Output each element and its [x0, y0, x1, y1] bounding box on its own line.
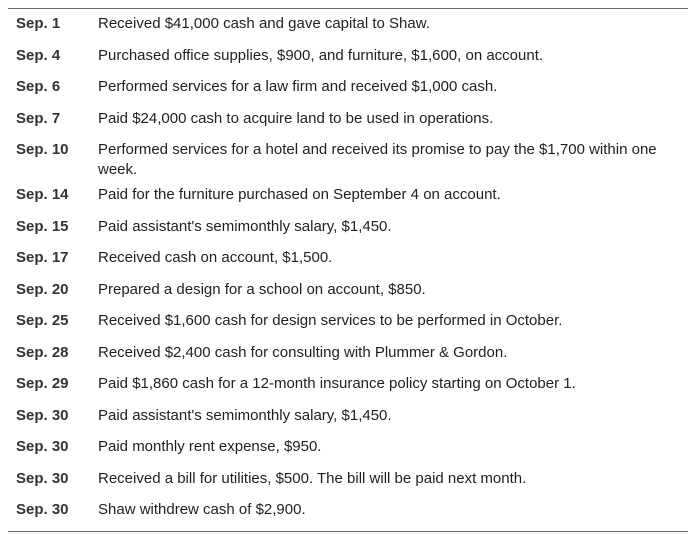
transaction-row [8, 374, 688, 394]
transaction-row [8, 185, 688, 205]
transaction-date: Sep. 1 [16, 15, 61, 32]
transaction-date: Sep. 30 [16, 469, 69, 487]
transaction-row [8, 406, 688, 426]
transaction-description: Prepared a design for a school on account, $850. [98, 280, 426, 298]
transaction-row [8, 77, 688, 97]
transaction-date: Sep. 30 [16, 438, 69, 455]
transaction-description: Received $41,000 cash and gave capital to Shaw. [98, 15, 430, 32]
transaction-row [8, 46, 688, 66]
transaction-description: Paid $24,000 cash to acquire land to be used in operations. [98, 109, 494, 127]
transaction-date: Sep. 20 [16, 280, 69, 298]
transaction-description: Paid assistant's semimonthly salary, $1,450. [98, 406, 392, 424]
transaction-description: Received $2,400 cash for consulting with Plummer & Gordon. [98, 343, 508, 361]
transaction-row [8, 109, 688, 129]
transaction-description: Shaw withdrew cash of $2,900. [98, 501, 306, 518]
transaction-date: Sep. 6 [16, 78, 61, 95]
transaction-date: Sep. 4 [16, 46, 61, 64]
transaction-description: Paid assistant's semimonthly salary, $1,450. [98, 217, 392, 235]
transaction-description: Received cash on account, $1,500. [98, 249, 333, 266]
transaction-row [8, 280, 688, 300]
transaction-description: Paid for the furniture purchased on September 4 on account. [98, 186, 501, 203]
transaction-description: Received a bill for utilities, $500. The bill will be paid next month. [98, 469, 527, 487]
transaction-date: Sep. 14 [16, 186, 69, 203]
transaction-row [8, 217, 688, 237]
transactions-list [8, 14, 688, 532]
transaction-date: Sep. 29 [16, 375, 69, 392]
transaction-date: Sep. 17 [16, 249, 69, 266]
transaction-date: Sep. 28 [16, 343, 69, 361]
transaction-date: Sep. 10 [16, 141, 69, 158]
transaction-row [8, 343, 688, 363]
transaction-date: Sep. 30 [16, 501, 69, 518]
transaction-row [8, 311, 688, 331]
transaction-description: Paid monthly rent expense, $950. [98, 438, 322, 455]
transaction-date: Sep. 30 [16, 406, 69, 424]
transaction-description: Paid $1,860 cash for a 12-month insurance policy starting on October 1. [98, 375, 576, 392]
transaction-row [8, 14, 688, 34]
transaction-row [8, 437, 688, 457]
transaction-date: Sep. 25 [16, 312, 69, 329]
transaction-description: Performed services for a law firm and received $1,000 cash. [98, 78, 498, 95]
transaction-description: Performed services for a hotel and received its promise to pay the $1,700 within one week. [98, 141, 657, 178]
transaction-row [8, 140, 688, 180]
transaction-row [8, 469, 688, 489]
transaction-row [8, 248, 688, 268]
transaction-description: Received $1,600 cash for design services to be performed in October. [98, 312, 563, 329]
transaction-date: Sep. 7 [16, 109, 61, 127]
transaction-date: Sep. 15 [16, 217, 69, 235]
transactions-table [8, 8, 688, 532]
transaction-description: Purchased office supplies, $900, and furniture, $1,600, on account. [98, 46, 544, 64]
transaction-row [8, 500, 688, 520]
